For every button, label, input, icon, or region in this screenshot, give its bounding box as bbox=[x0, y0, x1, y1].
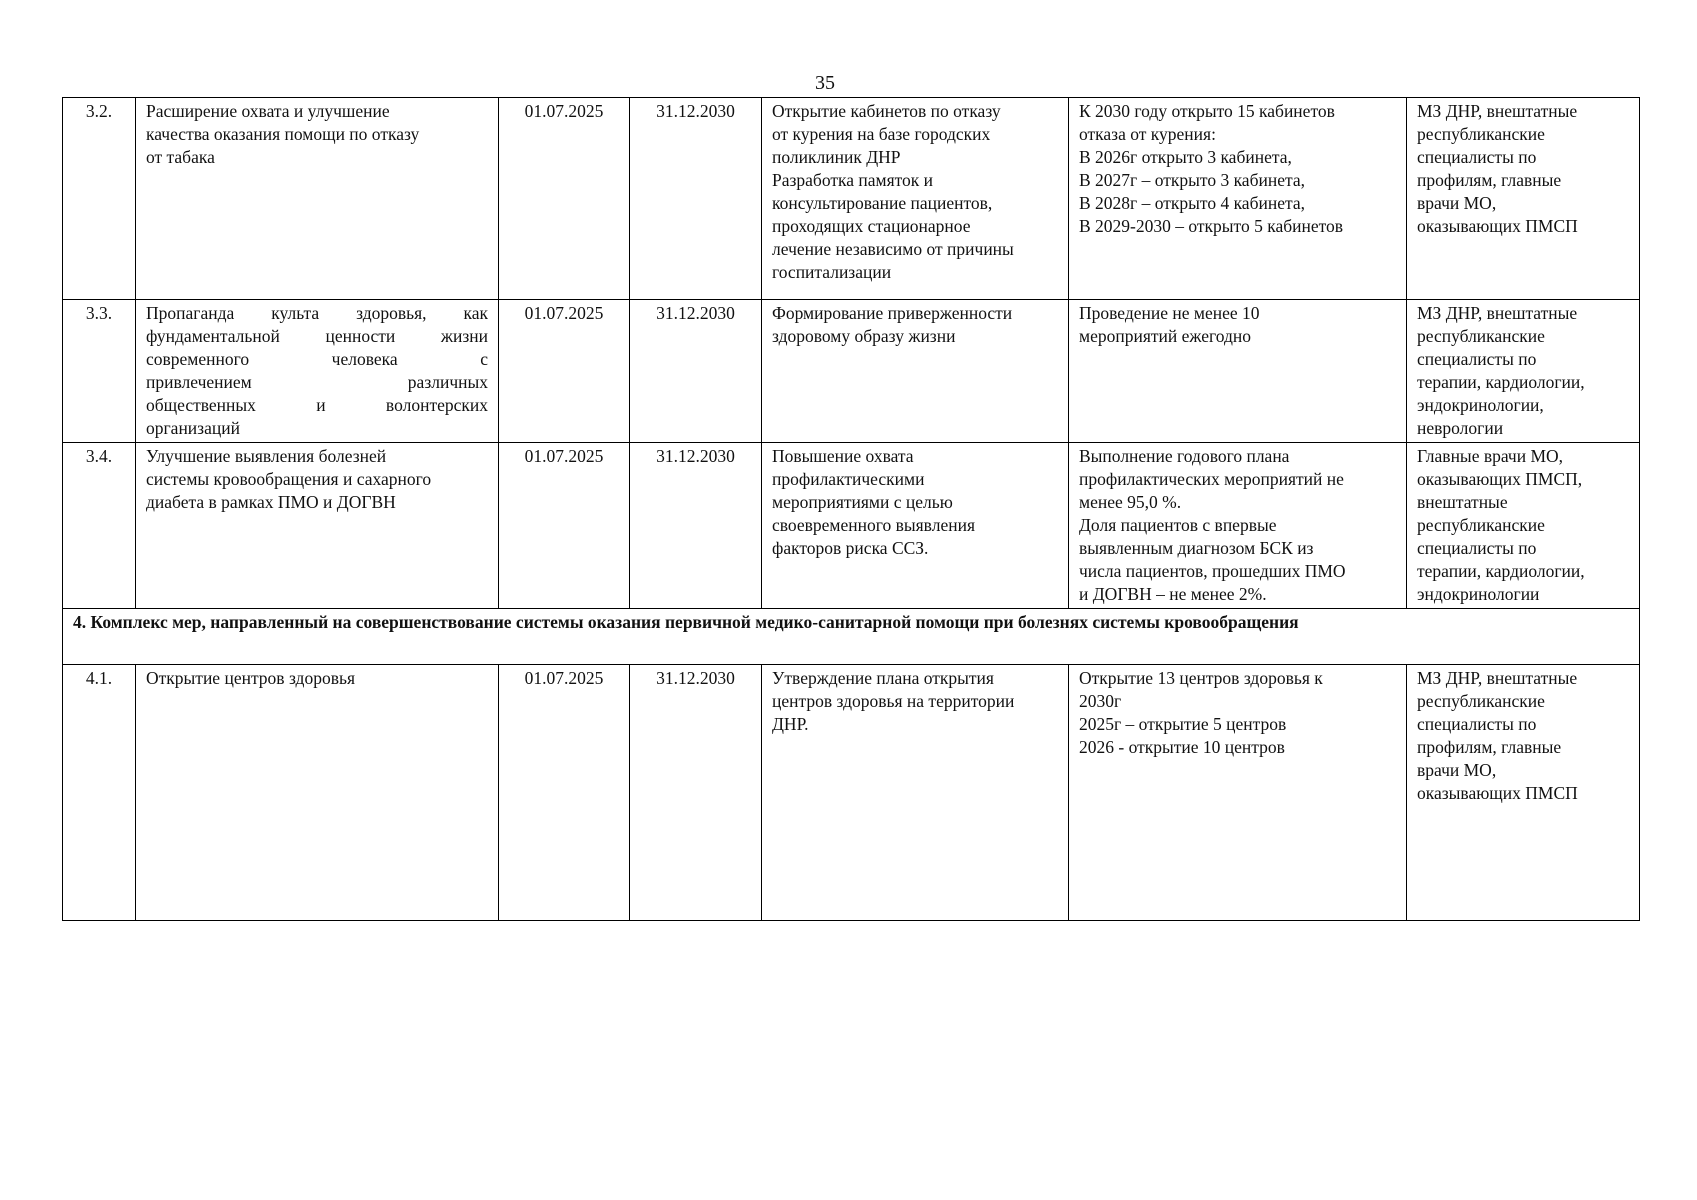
responsible-line: врачи МО, bbox=[1417, 193, 1497, 213]
result-line: В 2027г – открыто 3 кабинета, bbox=[1079, 170, 1305, 190]
start-date: 01.07.2025 bbox=[499, 300, 630, 443]
responsible-line: оказывающих ПМСП, bbox=[1417, 469, 1583, 489]
responsible-line: эндокринологии bbox=[1417, 584, 1540, 604]
result-line: 2030г bbox=[1079, 691, 1122, 711]
result-line: К 2030 году открыто 15 кабинетов bbox=[1079, 101, 1335, 121]
action-line: консультирование пациентов, bbox=[772, 193, 993, 213]
responsible-cell bbox=[1407, 98, 1640, 300]
result-line: мероприятий ежегодно bbox=[1079, 326, 1252, 346]
task-line: организаций bbox=[146, 418, 240, 438]
task-cell bbox=[136, 300, 499, 443]
action-line: Повышение охвата bbox=[772, 446, 914, 466]
action-line: от курения на базе городских bbox=[772, 124, 991, 144]
action-line: своевременного выявления bbox=[772, 515, 975, 535]
task-line: Пропаганда культа здоровья, как bbox=[146, 303, 488, 323]
responsible-line: республиканские bbox=[1417, 691, 1545, 711]
action-line: поликлиник ДНР bbox=[772, 147, 901, 167]
responsible-line: МЗ ДНР, внештатные bbox=[1417, 101, 1578, 121]
result-line: Выполнение годового плана bbox=[1079, 446, 1290, 466]
result-cell bbox=[1069, 98, 1407, 300]
responsible-cell bbox=[1407, 665, 1640, 921]
action-line: лечение независимо от причины bbox=[772, 239, 1014, 259]
item-number: 3.2. bbox=[63, 98, 136, 300]
action-cell bbox=[762, 443, 1069, 609]
action-line: Формирование приверженности bbox=[772, 303, 1013, 323]
responsible-cell bbox=[1407, 443, 1640, 609]
result-line: отказа от курения: bbox=[1079, 124, 1216, 144]
action-line: мероприятиями с целью bbox=[772, 492, 953, 512]
task-line: общественных и волонтерских bbox=[146, 395, 488, 415]
responsible-line: республиканские bbox=[1417, 515, 1545, 535]
action-cell bbox=[762, 300, 1069, 443]
action-line: центров здоровья на территории bbox=[772, 691, 1015, 711]
task-line: современного человека с bbox=[146, 349, 488, 369]
responsible-line: врачи МО, bbox=[1417, 760, 1497, 780]
table-row-3-2 bbox=[63, 98, 1640, 300]
responsible-line: профилям, главные bbox=[1417, 170, 1562, 190]
start-date: 01.07.2025 bbox=[499, 443, 630, 609]
action-line: Утверждение плана открытия bbox=[772, 668, 994, 688]
result-line: 2025г – открытие 5 центров bbox=[1079, 714, 1287, 734]
result-line: Открытие 13 центров здоровья к bbox=[1079, 668, 1323, 688]
responsible-line: республиканские bbox=[1417, 326, 1545, 346]
action-cell bbox=[762, 665, 1069, 921]
page-number: 35 bbox=[815, 72, 835, 94]
start-date: 01.07.2025 bbox=[499, 98, 630, 300]
responsible-line: МЗ ДНР, внештатные bbox=[1417, 303, 1578, 323]
result-line: Проведение не менее 10 bbox=[1079, 303, 1260, 323]
task-line: диабета в рамках ПМО и ДОГВН bbox=[146, 492, 396, 512]
responsible-line: внештатные bbox=[1417, 492, 1508, 512]
responsible-line: профилям, главные bbox=[1417, 737, 1562, 757]
section-title: 4. Комплекс мер, направленный на совершенствование системы оказания первичной медико-санитарной помощи при болезнях системы кровообращения bbox=[63, 609, 1640, 665]
result-cell bbox=[1069, 300, 1407, 443]
action-line: ДНР. bbox=[772, 714, 809, 734]
action-line: Открытие кабинетов по отказу bbox=[772, 101, 1001, 121]
responsible-line: специалисты по bbox=[1417, 147, 1537, 167]
end-date: 31.12.2030 bbox=[630, 665, 762, 921]
task-line: Расширение охвата и улучшение bbox=[146, 101, 390, 121]
responsible-line: эндокринологии, bbox=[1417, 395, 1544, 415]
result-cell bbox=[1069, 443, 1407, 609]
table-row-4-1 bbox=[63, 665, 1640, 921]
responsible-line: республиканские bbox=[1417, 124, 1545, 144]
responsible-line: терапии, кардиологии, bbox=[1417, 372, 1585, 392]
task-line: от табака bbox=[146, 147, 215, 167]
responsible-cell bbox=[1407, 300, 1640, 443]
responsible-line: неврологии bbox=[1417, 418, 1504, 438]
result-line: В 2028г – открыто 4 кабинета, bbox=[1079, 193, 1305, 213]
result-line: и ДОГВН – не менее 2%. bbox=[1079, 584, 1267, 604]
item-number: 3.4. bbox=[63, 443, 136, 609]
result-line: В 2026г открыто 3 кабинета, bbox=[1079, 147, 1292, 167]
result-line: Доля пациентов с впервые bbox=[1079, 515, 1277, 535]
item-number: 4.1. bbox=[63, 665, 136, 921]
table-row-3-3 bbox=[63, 300, 1640, 443]
result-line: профилактических мероприятий не bbox=[1079, 469, 1344, 489]
result-line: 2026 - открытие 10 центров bbox=[1079, 737, 1285, 757]
action-line: здоровому образу жизни bbox=[772, 326, 956, 346]
task-line: привлечением различных bbox=[146, 372, 488, 392]
action-line: Разработка памяток и bbox=[772, 170, 934, 190]
end-date: 31.12.2030 bbox=[630, 98, 762, 300]
action-cell bbox=[762, 98, 1069, 300]
responsible-line: МЗ ДНР, внештатные bbox=[1417, 668, 1578, 688]
task-line: качества оказания помощи по отказу bbox=[146, 124, 420, 144]
responsible-line: терапии, кардиологии, bbox=[1417, 561, 1585, 581]
task-cell bbox=[136, 443, 499, 609]
result-line: менее 95,0 %. bbox=[1079, 492, 1182, 512]
action-line: факторов риска ССЗ. bbox=[772, 538, 929, 558]
table-row-3-4 bbox=[63, 443, 1640, 609]
task-cell: Открытие центров здоровья bbox=[136, 665, 499, 921]
task-cell bbox=[136, 98, 499, 300]
responsible-line: оказывающих ПМСП bbox=[1417, 783, 1578, 803]
task-line: Улучшение выявления болезней bbox=[146, 446, 387, 466]
end-date: 31.12.2030 bbox=[630, 443, 762, 609]
action-line: госпитализации bbox=[772, 262, 892, 282]
action-line: проходящих стационарное bbox=[772, 216, 971, 236]
responsible-line: специалисты по bbox=[1417, 714, 1537, 734]
task-line: системы кровообращения и сахарного bbox=[146, 469, 432, 489]
action-line: профилактическими bbox=[772, 469, 925, 489]
result-cell bbox=[1069, 665, 1407, 921]
responsible-line: Главные врачи МО, bbox=[1417, 446, 1564, 466]
responsible-line: специалисты по bbox=[1417, 349, 1537, 369]
measures-table bbox=[62, 97, 1640, 921]
result-line: выявленным диагнозом БСК из bbox=[1079, 538, 1314, 558]
result-line: В 2029-2030 – открыто 5 кабинетов bbox=[1079, 216, 1344, 236]
result-line: числа пациентов, прошедших ПМО bbox=[1079, 561, 1346, 581]
section-header-row bbox=[63, 609, 1640, 665]
start-date: 01.07.2025 bbox=[499, 665, 630, 921]
responsible-line: специалисты по bbox=[1417, 538, 1537, 558]
item-number: 3.3. bbox=[63, 300, 136, 443]
end-date: 31.12.2030 bbox=[630, 300, 762, 443]
responsible-line: оказывающих ПМСП bbox=[1417, 216, 1578, 236]
task-line: фундаментальной ценности жизни bbox=[146, 326, 488, 346]
